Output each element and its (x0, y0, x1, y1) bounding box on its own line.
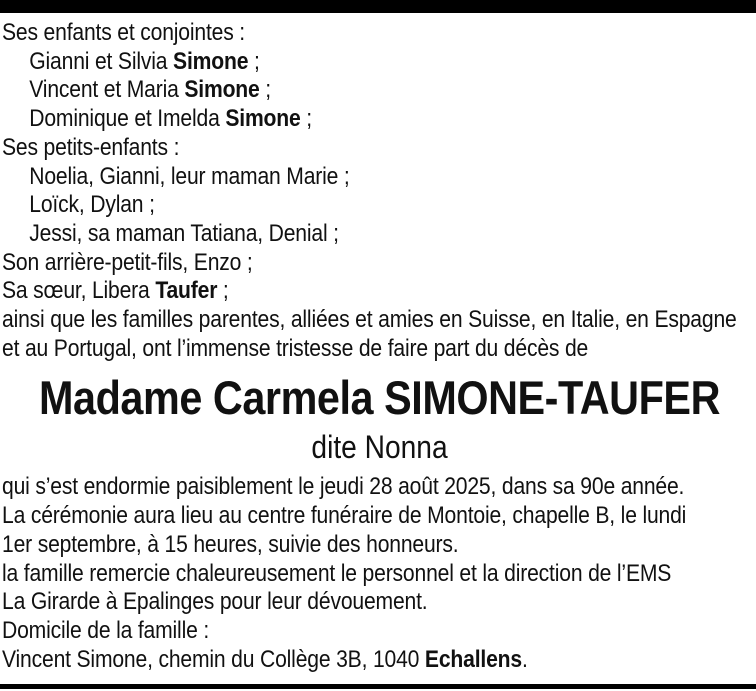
text-line (2, 249, 756, 278)
text-segment: et au Portugal, ont l’immense tristesse de faire part du décès de (2, 334, 589, 362)
text-segment: la famille remercie chaleureusement le personnel et la direction de l’EMS (2, 559, 672, 587)
bold-name-text: Simone (225, 105, 301, 133)
text-line (2, 105, 756, 134)
text-line (2, 473, 756, 502)
text-segment: Ses enfants et conjointes : (2, 19, 245, 46)
text-line (2, 502, 756, 531)
text-segment: Dominique et Imelda (29, 105, 226, 133)
deceased-name-headline: Madame Carmela SIMONE-TAUFER (39, 371, 721, 425)
text-line (2, 134, 756, 163)
bottom-border-bar (0, 684, 756, 689)
obituary-content (2, 19, 756, 674)
text-segment: Noelia, Gianni, leur maman Marie ; (29, 162, 350, 190)
text-segment: 1er septembre, à 15 heures, suivie des honneurs. (2, 530, 459, 558)
nickname-subtitle: dite Nonna (311, 429, 448, 466)
text-segment: La Girarde à Epalinges pour leur dévouement. (2, 588, 428, 616)
bold-name-text: Echallens (424, 645, 522, 673)
text-line (2, 163, 756, 192)
text-line (2, 191, 756, 220)
text-line (2, 48, 756, 77)
text-line (2, 531, 756, 560)
text-segment: Jessi, sa maman Tatiana, Denial ; (29, 219, 339, 247)
text-segment: Gianni et Silvia (29, 47, 174, 75)
text-segment: ainsi que les familles parentes, alliées et amies en Suisse, en Italie, en Espagne (2, 306, 737, 334)
text-line (2, 617, 756, 646)
text-segment: ; (259, 76, 271, 104)
text-segment: Domicile de la famille : (2, 616, 210, 644)
text-segment: Sa sœur, Libera (2, 277, 156, 305)
announcement-lines (2, 473, 756, 674)
text-segment: ; (300, 105, 312, 133)
text-line (2, 560, 756, 589)
bold-name-text: Taufer (155, 277, 218, 305)
text-line (2, 646, 756, 675)
text-line (2, 335, 756, 364)
text-segment: Ses petits-enfants : (2, 133, 180, 161)
family-lines (2, 19, 756, 363)
text-line (2, 76, 756, 105)
text-segment: Vincent et Maria (29, 76, 185, 104)
text-segment: ; (248, 47, 260, 75)
top-border-bar (0, 0, 756, 13)
text-segment: Son arrière-petit-fils, Enzo ; (2, 248, 253, 276)
text-line (2, 306, 756, 335)
text-line (2, 277, 756, 306)
text-line (2, 220, 756, 249)
text-segment: ; (217, 277, 229, 305)
text-segment: La cérémonie aura lieu au centre funéraire de Montoie, chapelle B, le lundi (2, 502, 687, 530)
text-segment: Loïck, Dylan ; (29, 191, 155, 219)
text-line (2, 588, 756, 617)
bold-name-text: Simone (173, 47, 249, 75)
text-segment: . (521, 645, 528, 673)
bold-name-text: Simone (184, 76, 260, 104)
text-segment: qui s’est endormie paisiblement le jeudi 28 août 2025, dans sa 90e année. (2, 473, 685, 501)
text-segment: Vincent Simone, chemin du Collège 3B, 1040 (2, 645, 425, 673)
text-line (2, 19, 756, 48)
